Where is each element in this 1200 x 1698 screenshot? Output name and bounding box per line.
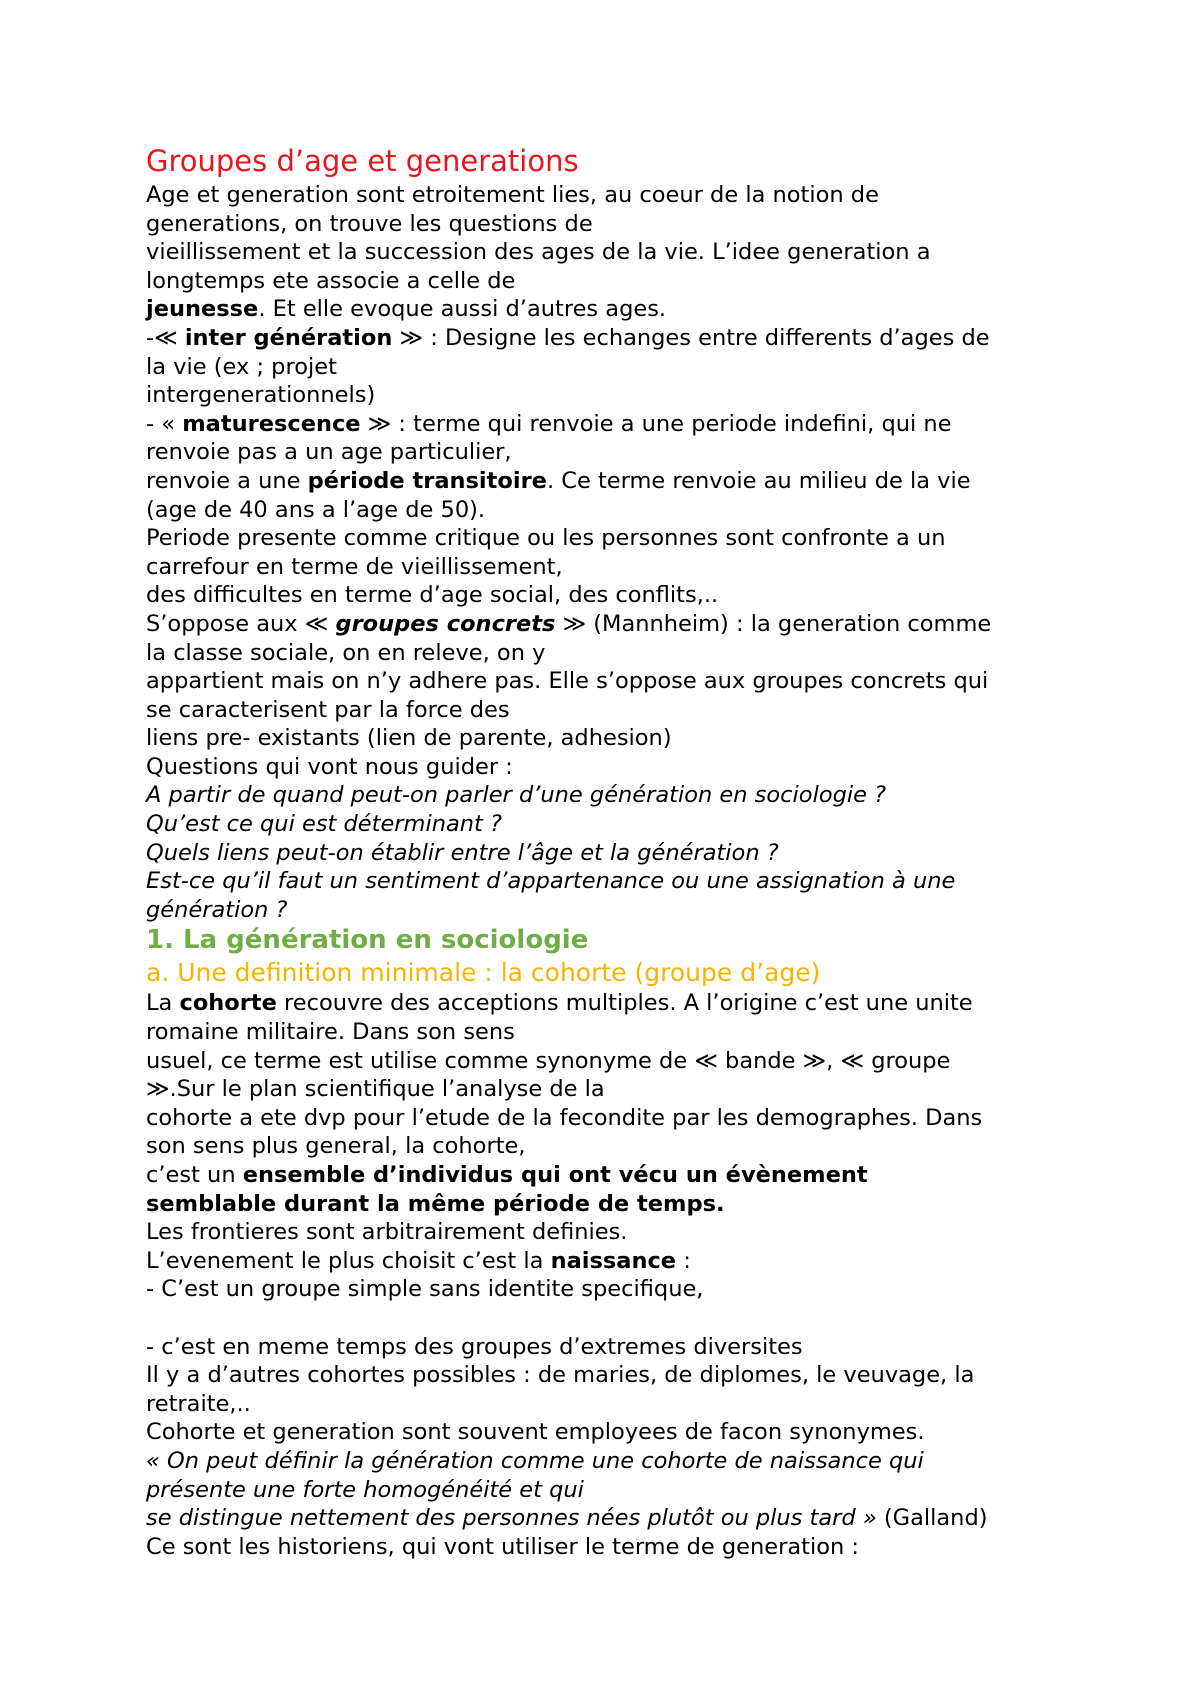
text-line: vieillissement et la succession des ages de la vie. L’idee generation a <box>146 239 931 266</box>
text-span: . Ce terme renvoie au milieu de la vie <box>546 467 971 494</box>
text-line: son sens plus general, la cohorte, <box>146 1133 526 1160</box>
text-span: . Et elle evoque aussi d’autres ages. <box>258 296 667 323</box>
bold-definition: ensemble d’individus qui ont vécu un évènement <box>242 1162 868 1188</box>
text-line: Periode presente comme critique ou les personnes sont confronte a un <box>146 525 946 552</box>
question-line: Est-ce qu’il faut un sentiment d’appartenance ou une assignation à une <box>146 868 956 895</box>
text-line <box>146 295 1076 324</box>
text-span: c’est un <box>146 1162 243 1188</box>
text-span: ≫ : terme qui renvoie a une periode indefini, qui ne <box>360 410 952 437</box>
document-title: Groupes d’age et generations <box>146 144 579 178</box>
text-span: - « <box>146 410 183 437</box>
text-line <box>146 324 1076 353</box>
guiding-questions <box>146 753 1076 925</box>
text-line: liens pre- existants (lien de parente, adhesion) <box>146 725 672 752</box>
text-line: la vie (ex ; projet <box>146 353 337 380</box>
list-item: - c’est en meme temps des groupes d’extremes diversites <box>146 1333 803 1360</box>
inter-generation-paragraph <box>146 324 1076 410</box>
quote-line: « On peut définir la génération comme une cohorte de naissance qui <box>146 1447 924 1474</box>
text-line: longtemps ete associe a celle de <box>146 267 516 294</box>
text-span: renvoie a une <box>146 467 308 494</box>
quote-span: se distingue nettement des personnes nées plutôt ou plus tard » <box>146 1505 877 1532</box>
text-line: appartient mais on n’y adhere pas. Elle s’oppose aux groupes concrets qui <box>146 668 989 695</box>
text-span: L’evenement le plus choisit c’est la <box>146 1247 551 1274</box>
cohorte-paragraph <box>146 989 1076 1447</box>
question-line: A partir de quand peut-on parler d’une génération en sociologie ? <box>146 782 887 809</box>
text-line: cohorte a ete dvp pour l’etude de la fecondite par les demographes. Dans <box>146 1104 983 1131</box>
galland-quote <box>146 1447 1076 1533</box>
text-line: des difficultes en terme d’age social, des conflits,.. <box>146 582 719 609</box>
text-line: renvoie pas a un age particulier, <box>146 439 512 466</box>
text-line: usuel, ce terme est utilise comme synonyme de ≪ bande ≫, ≪ groupe <box>146 1047 951 1074</box>
groupes-concrets-paragraph <box>146 610 1076 753</box>
text-span: ≫ : Designe les echanges entre differents d’ages de <box>392 324 990 351</box>
text-line <box>146 1161 1076 1190</box>
bold-term-naissance: naissance <box>550 1247 677 1274</box>
subsection-heading: a. Une definition minimale : la cohorte (groupe d’age) <box>146 958 821 988</box>
text-span: La <box>146 990 180 1017</box>
text-line: carrefour en terme de vieillissement, <box>146 553 563 580</box>
bold-term-inter-generation: inter génération <box>184 324 393 351</box>
text-line: romaine militaire. Dans son sens <box>146 1019 515 1046</box>
text-line <box>146 467 1076 496</box>
quote-line <box>146 1504 1076 1533</box>
text-line: Il y a d’autres cohortes possibles : de maries, de diplomes, le veuvage, la <box>146 1362 975 1389</box>
text-line: Age et generation sont etroitement lies, au coeur de la notion de <box>146 182 879 208</box>
text-span: recouvre des acceptions multiples. A l’origine c’est une unite <box>276 990 973 1017</box>
bold-term-jeunesse: jeunesse <box>146 296 259 323</box>
text-line: la classe sociale, on en releve, on y <box>146 639 546 666</box>
text-line <box>146 410 1076 439</box>
question-line: génération ? <box>146 896 288 923</box>
text-line: Les frontieres sont arbitrairement definies. <box>146 1219 628 1246</box>
text-span: : <box>676 1247 691 1274</box>
bold-term-cohorte: cohorte <box>179 990 277 1017</box>
list-item: - C’est un groupe simple sans identite specifique, <box>146 1276 704 1303</box>
quote-attribution: (Galland) <box>876 1505 988 1532</box>
text-line: Questions qui vont nous guider : <box>146 753 513 780</box>
text-line: Cohorte et generation sont souvent employees de facon synonymes. <box>146 1419 925 1446</box>
bold-definition: semblable durant la même période de temps. <box>146 1190 725 1217</box>
document-page <box>146 143 1076 1561</box>
text-line: ≫.Sur le plan scientifique l’analyse de la <box>146 1076 605 1103</box>
text-line <box>146 610 1076 639</box>
text-line: generations, on trouve les questions de <box>146 210 593 237</box>
text-line: intergenerationnels) <box>146 382 376 409</box>
text-line: retraite,.. <box>146 1390 251 1417</box>
text-line: se caracterisent par la force des <box>146 696 510 723</box>
bold-term-maturescence: maturescence <box>182 410 361 437</box>
text-line <box>146 989 1076 1018</box>
section-heading: 1. La génération en sociologie <box>146 925 589 956</box>
text-line <box>146 1247 1076 1276</box>
question-line: Qu’est ce qui est déterminant ? <box>146 811 502 838</box>
text-span: ≫ (Mannheim) : la generation comme <box>555 610 992 637</box>
text-span: -≪ <box>146 324 185 351</box>
bold-term-periode-transitoire: période transitoire <box>307 467 547 494</box>
text-line: Ce sont les historiens, qui vont utiliser le terme de generation : <box>146 1533 859 1560</box>
quote-line: présente une forte homogénéité et qui <box>146 1476 584 1503</box>
question-line: Quels liens peut-on établir entre l’âge et la génération ? <box>146 839 779 866</box>
maturescence-paragraph <box>146 410 1076 610</box>
text-span: S’oppose aux ≪ <box>146 610 336 637</box>
blank-line <box>146 1304 1076 1333</box>
bold-italic-term-groupes-concrets: groupes concrets <box>335 610 556 637</box>
text-line: (age de 40 ans a l’age de 50). <box>146 496 486 523</box>
intro-paragraph <box>146 181 1076 324</box>
